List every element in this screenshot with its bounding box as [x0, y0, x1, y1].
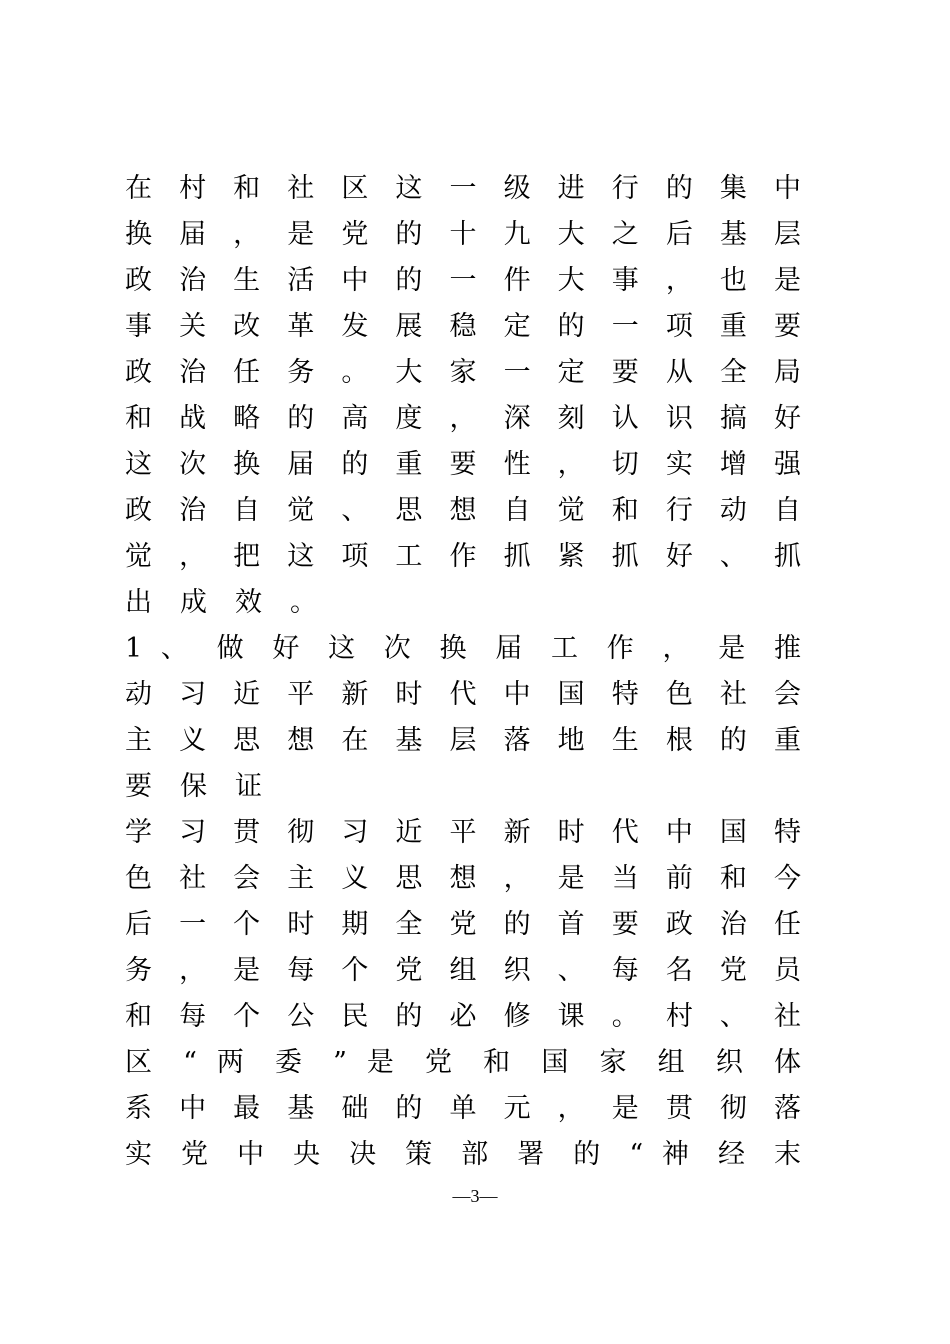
text-line: 区 “ 两 委 ” 是 党 和 国 家 组 织 体: [125, 1047, 801, 1078]
text-line: 换 届 ， 是 党 的 十 九 大 之 后 基 层: [125, 219, 801, 250]
text-line: 在 村 和 社 区 这 一 级 进 行 的 集 中: [125, 173, 801, 204]
text-line: 和 每 个 公 民 的 必 修 课 。 村 、 社: [125, 1001, 801, 1032]
text-line: 务 ， 是 每 个 党 组 织 、 每 名 党 员: [125, 955, 801, 986]
page-number: —3—: [452, 1186, 498, 1206]
text-line: 觉 ， 把 这 项 工 作 抓 紧 抓 好 、 抓: [125, 541, 801, 572]
text-line: 和 战 略 的 高 度 ， 深 刻 认 识 搞 好: [125, 403, 801, 434]
text-line: 出成效。: [125, 587, 345, 618]
section-heading-line: 动 习 近 平 新 时 代 中 国 特 色 社 会: [125, 679, 801, 710]
text-line: 学 习 贯 彻 习 近 平 新 时 代 中 国 特: [125, 817, 801, 848]
text-line: 这 次 换 届 的 重 要 性 ， 切 实 增 强: [125, 449, 801, 480]
document-body: [125, 166, 801, 1178]
section-heading-line: 1 、 做 好 这 次 换 届 工 作 ， 是 推: [125, 633, 801, 664]
text-line: 事 关 改 革 发 展 稳 定 的 一 项 重 要: [125, 311, 801, 342]
text-line: 实 党 中 央 决 策 部 署 的 “ 神 经 末: [125, 1139, 801, 1170]
text-line: 系 中 最 基 础 的 单 元 ， 是 贯 彻 落: [125, 1093, 801, 1124]
text-line: 后 一 个 时 期 全 党 的 首 要 政 治 任: [125, 909, 801, 940]
text-line: 色 社 会 主 义 思 想 ， 是 当 前 和 今: [125, 863, 801, 894]
section-heading-line: 主 义 思 想 在 基 层 落 地 生 根 的 重: [125, 725, 801, 756]
section-heading-line: 要保证: [125, 771, 290, 802]
text-line: 政 治 生 活 中 的 一 件 大 事 ， 也 是: [125, 265, 801, 296]
text-line: 政 治 任 务 。 大 家 一 定 要 从 全 局: [125, 357, 801, 388]
text-line: 政 治 自 觉 、 思 想 自 觉 和 行 动 自: [125, 495, 801, 526]
